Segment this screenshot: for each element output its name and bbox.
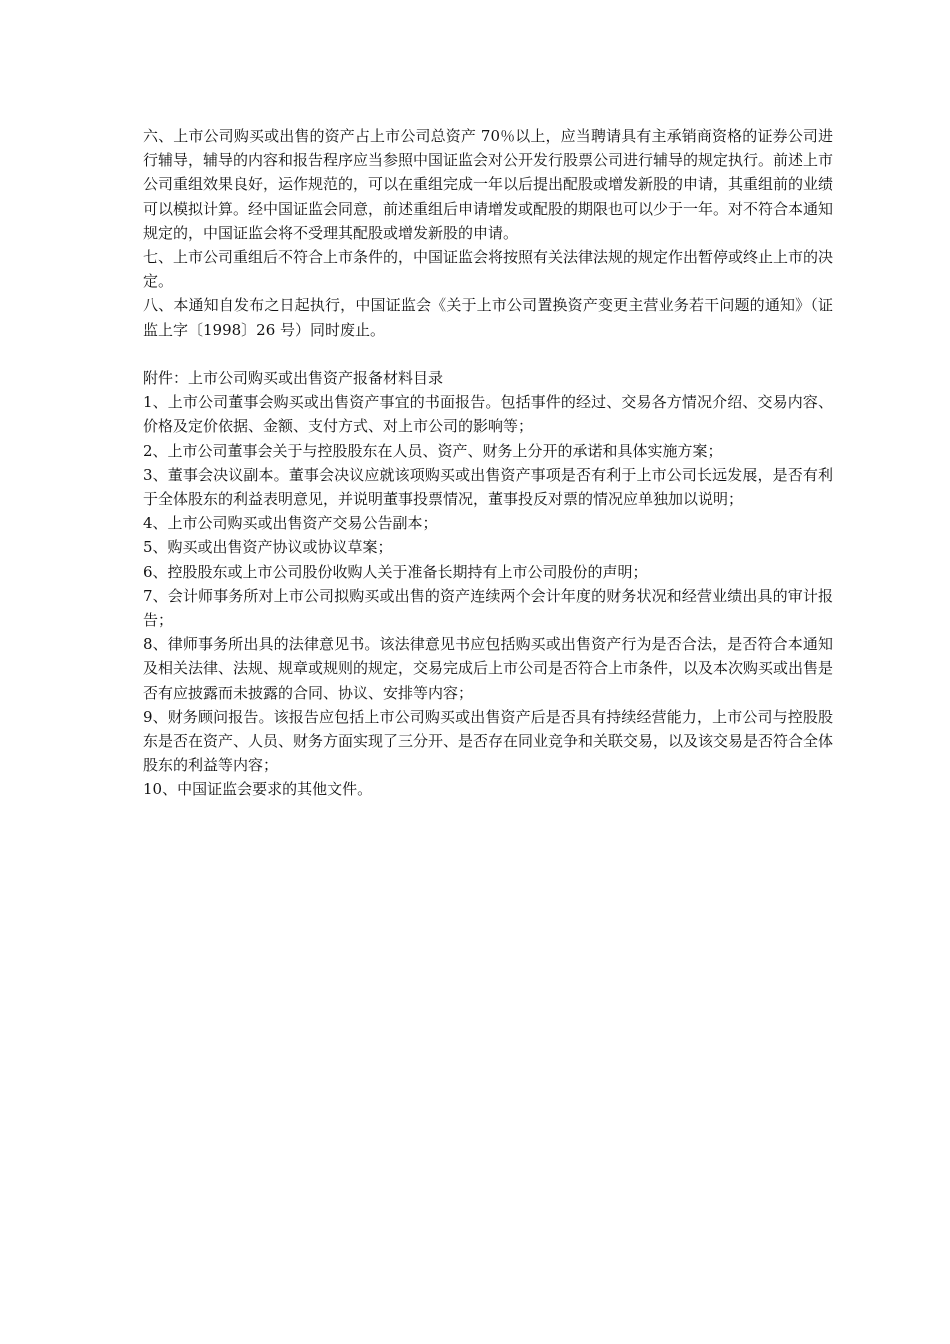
paragraph-eight: 八、本通知自发布之日起执行，中国证监会《关于上市公司置换资产变更主营业务若干问题的通知》（证监上字〔1998〕26 号）同时废止。 xyxy=(143,296,833,339)
attachment-item-10: 10、中国证监会要求的其他文件。 xyxy=(143,780,373,799)
attachment-item-2: 2、上市公司董事会关于与控股股东在人员、资产、财务上分开的承诺和具体实施方案； xyxy=(143,441,723,460)
paragraph-six: 六、上市公司购买或出售的资产占上市公司总资产 70％以上，应当聘请具有主承销商资格的证券公司进行辅导，辅导的内容和报告程序应当参照中国证监会对公开发行股票公司进行辅导的规定执行。前述上市公司重组效果良好，运作规范的，可以在重组完成一年以后提出配股或增发新股的申请，其重组前的业绩可以模拟计算。经中国证监会同意，前述重组后申请增发或配股的期限也可以少于一年。对不符合本通知规定的，中国证监会将不受理其配股或增发新股的申请。 xyxy=(143,127,834,242)
attachment-item-4: 4、上市公司购买或出售资产交易公告副本； xyxy=(143,514,438,533)
attachment-item-7: 7、会计师事务所对上市公司拟购买或出售的资产连续两个会计年度的财务状况和经营业绩出具的审计报告； xyxy=(143,586,833,630)
attachment-item-1: 1、上市公司董事会购买或出售资产事宜的书面报告。包括事件的经过、交易各方情况介绍、交易内容、价格及定价依据、金额、支付方式、对上市公司的影响等； xyxy=(143,393,833,436)
attachment-item-8: 8、律师事务所出具的法律意见书。该法律意见书应包括购买或出售资产行为是否合法，是否符合本通知及相关法律、法规、规章或规则的规定，交易完成后上市公司是否符合上市条件，以及本次购买或出售是否有应披露而未披露的合同、协议、安排等内容； xyxy=(143,635,834,702)
paragraph-seven: 七、上市公司重组后不符合上市条件的，中国证监会将按照有关法律法规的规定作出暂停或终止上市的决定。 xyxy=(143,248,834,291)
attachment-title: 附件：上市公司购买或出售资产报备材料目录 xyxy=(143,369,444,388)
blank-line xyxy=(143,342,833,366)
attachment-item-6: 6、控股股东或上市公司股份收购人关于准备长期持有上市公司股份的声明； xyxy=(143,562,648,581)
attachment-item-5: 5、购买或出售资产协议或协议草案； xyxy=(143,538,393,557)
attachment-item-3: 3、董事会决议副本。董事会决议应就该项购买或出售资产事项是否有利于上市公司长远发展，是否有利于全体股东的利益表明意见，并说明董事投票情况，董事投反对票的情况应单独加以说明； xyxy=(143,465,833,509)
document-page xyxy=(143,124,833,802)
attachment-item-9: 9、财务顾问报告。该报告应包括上市公司购买或出售资产后是否具有持续经营能力，上市公司与控股股东是否在资产、人员、财务方面实现了三分开、是否存在同业竞争和关联交易，以及该交易是否符合全体股东的利益等内容； xyxy=(143,707,834,775)
